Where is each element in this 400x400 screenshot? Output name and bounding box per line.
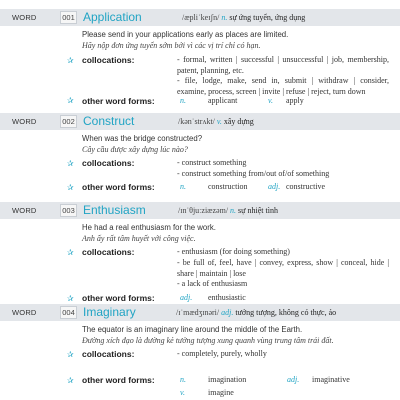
entry-header-bar — [0, 113, 400, 130]
word-form: constructive — [286, 182, 326, 191]
entry-number: 004 — [60, 306, 77, 319]
collocations-label: collocations: — [82, 55, 135, 65]
star-icon: ✰ — [67, 350, 74, 359]
example-english: The equator is an imaginary line around the middle of the Earth. — [82, 325, 303, 334]
example-english: Please send in your applications early as places are limited. — [82, 30, 289, 39]
word-form-pos: n. — [180, 182, 186, 191]
example-vietnamese: Đường xích đạo là đường kẻ tưởng tượng xung quanh vùng trung tâm trái đất. — [82, 336, 334, 345]
meaning: tưởng tượng, không có thực, ảo — [235, 308, 337, 317]
entry-004 — [0, 304, 400, 397]
entry-003 — [0, 202, 400, 303]
headword: Application — [83, 10, 142, 24]
word-tag: WORD — [12, 308, 37, 317]
headword: Construct — [83, 114, 135, 128]
example-english: He had a real enthusiasm for the work. — [82, 223, 216, 232]
star-icon: ✰ — [67, 294, 74, 303]
collocation-item: - formal, written | successful | unsuccessful | job, membership, patent, planning, etc. — [177, 55, 389, 75]
meaning: xây dựng — [223, 117, 254, 126]
collocation-item: - completely, purely, wholly — [177, 349, 267, 358]
pronunciation: /æpli˙keɪʃn/ n. sự ứng tuyển, ứng dụng — [182, 13, 306, 22]
collocation-item: - be full of, feel, have | convey, express, show | conceal, hide | share | maintain | lose — [177, 258, 389, 278]
word-form-pos: adj. — [180, 293, 193, 302]
star-icon: ✰ — [67, 248, 74, 257]
word-form-pos: n. — [180, 375, 186, 384]
entry-001 — [0, 9, 400, 106]
pronunciation: /ɪ˙mædʒɪnəri/ adj. tưởng tượng, không có thực, ảo — [176, 308, 337, 317]
pronunciation: /ɪn˙θjuːziæzəm/ n. sự nhiệt tình — [178, 206, 278, 215]
star-icon: ✰ — [67, 96, 74, 105]
entry-number: 001 — [60, 11, 77, 24]
collocation-item: - a lack of enthusiasm — [177, 279, 248, 288]
collocation-item: - enthusiasm (for doing something) — [177, 247, 290, 256]
star-icon: ✰ — [67, 376, 74, 385]
star-icon: ✰ — [67, 183, 74, 192]
meaning: sự nhiệt tình — [238, 206, 278, 215]
entry-number: 002 — [60, 115, 77, 128]
part-of-speech: n. — [221, 13, 228, 22]
word-form-pos: adj. — [268, 182, 281, 191]
word-form-pos: n. — [180, 96, 186, 105]
word-form: enthusiastic — [208, 293, 246, 302]
word-form-pos: v. — [268, 96, 273, 105]
word-tag: WORD — [12, 206, 37, 215]
part-of-speech: v. — [216, 117, 222, 126]
entry-number: 003 — [60, 204, 77, 217]
headword: Imaginary — [83, 305, 136, 319]
word-tag: WORD — [12, 117, 37, 126]
example-vietnamese: Cây cầu được xây dựng lúc nào? — [82, 145, 188, 154]
entry-header-bar — [0, 304, 400, 321]
word-form: apply — [286, 96, 304, 105]
word-form: imagine — [208, 388, 234, 397]
entry-header-bar — [0, 202, 400, 219]
example-english: When was the bridge constructed? — [82, 134, 203, 143]
star-icon: ✰ — [67, 159, 74, 168]
word-form: imagination — [208, 375, 247, 384]
headword: Enthusiasm — [83, 203, 146, 217]
other-word-forms-label: other word forms: — [82, 182, 155, 192]
collocations-label: collocations: — [82, 158, 135, 168]
word-form: imaginative — [312, 375, 350, 384]
collocations-label: collocations: — [82, 349, 135, 359]
word-tag: WORD — [12, 13, 37, 22]
word-form: construction — [208, 182, 248, 191]
collocation-item: - file, lodge, make, send in, submit | withdraw | consider, examine, process, screen | invite | refuse | reject, turn down — [177, 76, 389, 96]
collocations-label: collocations: — [82, 247, 135, 257]
example-vietnamese: Anh ấy rất tâm huyết với công việc. — [82, 234, 196, 243]
other-word-forms-label: other word forms: — [82, 293, 155, 303]
star-icon: ✰ — [67, 56, 74, 65]
entry-002 — [0, 113, 400, 192]
entry-header-bar — [0, 9, 400, 26]
collocation-item: - construct something — [177, 158, 247, 167]
part-of-speech: n. — [230, 206, 237, 215]
collocation-item: - construct something from/out of/of something — [177, 169, 330, 178]
word-form-pos: adj. — [287, 375, 300, 384]
other-word-forms-label: other word forms: — [82, 96, 155, 106]
part-of-speech: adj. — [221, 308, 234, 317]
meaning: sự ứng tuyển, ứng dụng — [229, 13, 306, 22]
pronunciation: /kən˙strʌkt/ v. xây dựng — [178, 117, 254, 126]
example-vietnamese: Hãy nộp đơn ứng tuyển sớm bởi vì các vị trí chỉ có hạn. — [82, 41, 261, 50]
word-form-pos: v. — [180, 388, 185, 397]
other-word-forms-label: other word forms: — [82, 375, 155, 385]
word-form: applicant — [208, 96, 238, 105]
